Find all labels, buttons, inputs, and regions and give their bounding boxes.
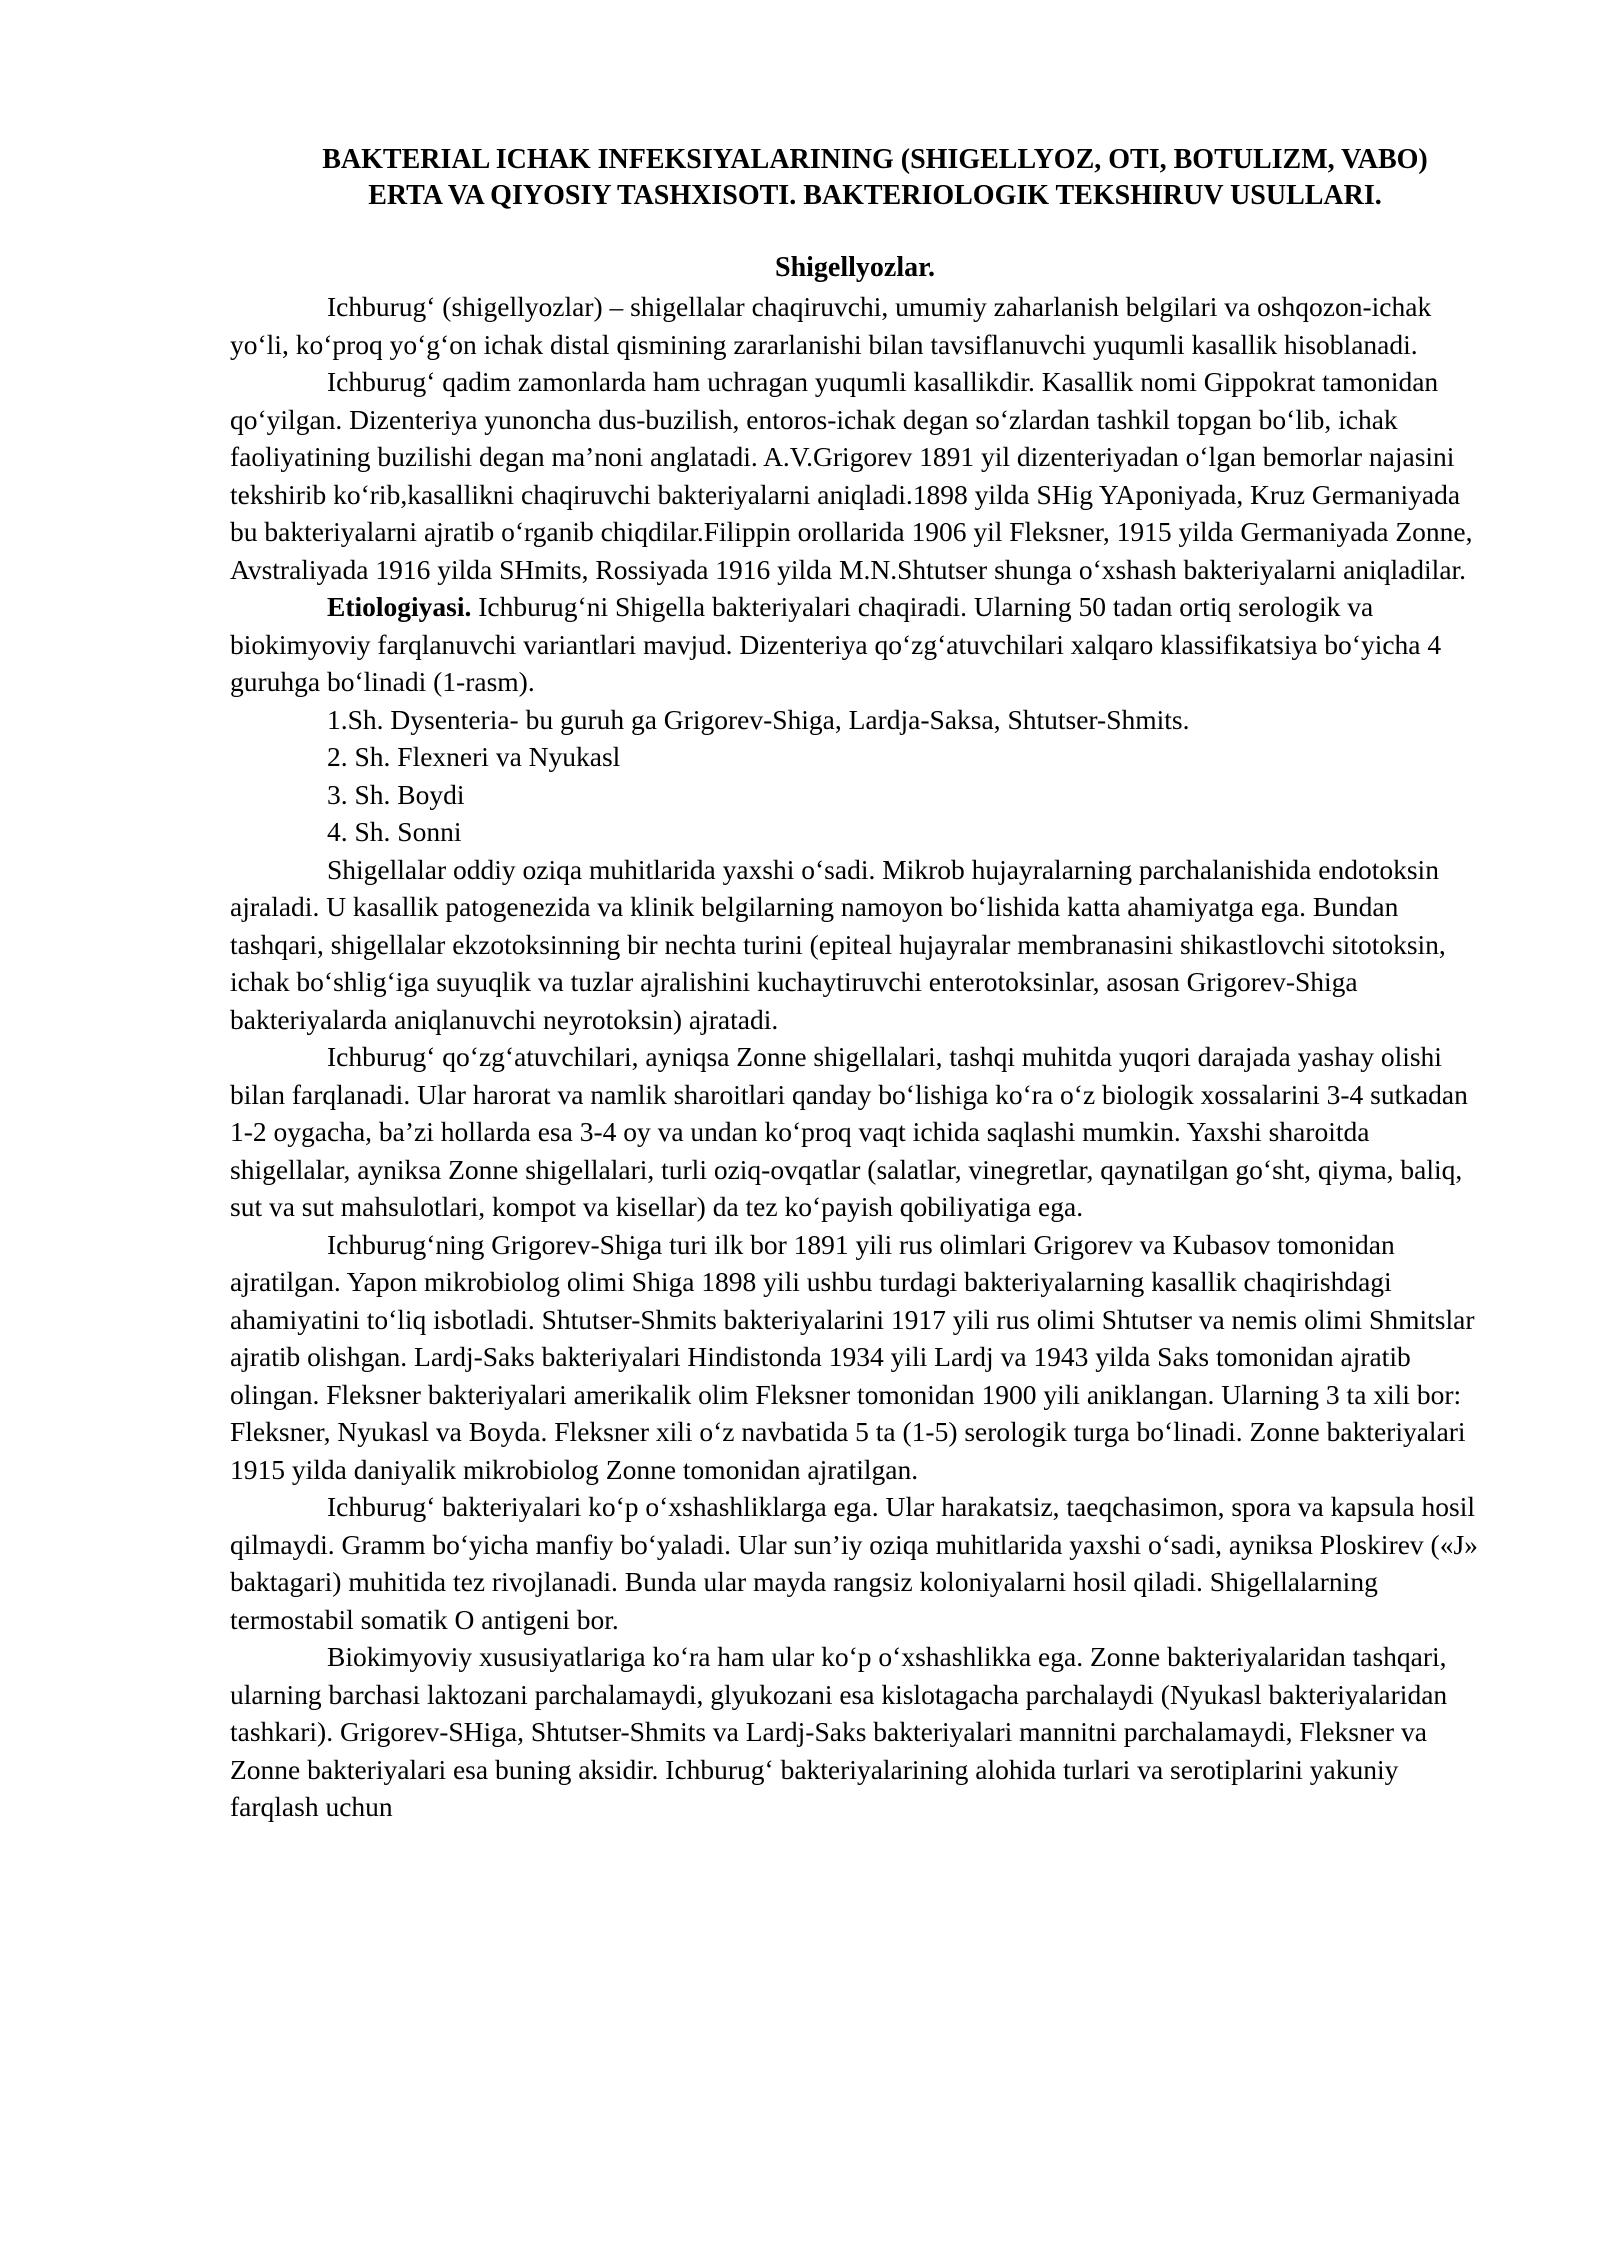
etiology-paragraph (230, 588, 1480, 701)
paragraph: Ichburug‘ning Grigorev-Shiga turi ilk bor 1891 yili rus olimlari Grigorev va Kubasov tomonidan ajratilgan. Yapon mikrobiolog olimi Shiga 1898 yili ushbu turdagi bakteriyalarning kasallik chaqirishdagi ahamiyatini to‘liq isbotladi. Shtutser-Shmits bakteriyalarini 1917 yili rus olimi Shtutser va nemis olimi Shmitslar ajratib olishgan. Lardj-Saks bakteriyalari Hindistonda 1934 yili Lardj va 1943 yilda Saks tomonidan ajratib olingan. Fleksner bakteriyalari amerikalik olim Fleksner tomonidan 1900 yili aniklangan. Ularning 3 ta xili bor: Fleksner, Nyukasl va Boyda. Fleksner xili o‘z navbatida 5 ta (1-5) serologik turga bo‘linadi. Zonne bakteriyalari 1915 yilda daniyalik mikrobiolog Zonne tomonidan ajratilgan. (230, 1228, 1475, 1485)
paragraph: Ichburug‘ bakteriyalari ko‘p o‘xshashliklarga ega. Ular harakatsiz, taeqchasimon, spora va kapsula hosil qilmaydi. Gramm bo‘yicha manfiy bo‘yaladi. Ular sun’iy oziqa muhitlarida yaxshi o‘sadi, ayniksa Ploskirev («J» baktagari) muhitida tez rivojlanadi. Bunda ular mayda rangsiz koloniyalarni hosil qiladi. Shigellalarning termostabil somatik O antigeni bor. (230, 1491, 1478, 1635)
paragraph: Biokimyoviy xususiyatlariga ko‘ra ham ular ko‘p o‘xshashlikka ega. Zonne bakteriyalaridan tashqari, ularning barchasi laktozani parchalamaydi, glyukozani esa kislotagacha parchalaydi (Nyukasl bakteriyalaridan tashkari). Grigorev-SHiga, Shtutser-Shmits va Lardj-Saks bakteriyalari mannitni parchalamaydi, Fleksner va Zonne bakteriyalari esa buning aksidir. Ichburug‘ bakteriyalarining alohida turlari va serotiplarini yakuniy farqlash uchun (230, 1641, 1448, 1822)
paragraph: Ichburug‘ qadim zamonlarda ham uchragan yuqumli kasallikdir. Kasallik nomi Gippokrat tamonidan qo‘yilgan. Dizenteriya yunoncha dus-buzilish, entoros-ichak degan so‘zlardan tashkil topgan bo‘lib, ichak faoliyatining buzilishi degan ma’noni anglatadi. A.V.Grigorev 1891 yil dizenteriyadan o‘lgan bemorlar najasini tekshirib ko‘rib,kasallikni chaqiruvchi bakteriyalarni aniqladi.1898 yilda SHig YAponiyada, Kruz Germaniyada bu bakteriyalarni ajratib o‘rganib chiqdilar.Filippin orollarida 1906 yil Fleksner, 1915 yilda Germaniyada Zonne, Avstraliyada 1916 yilda SHmits, Rossiyada 1916 yilda M.N.Shtutser shunga o‘xshash bakteriyalarni aniqladilar. (230, 366, 1473, 585)
etiology-label: Etiologiyasi. (327, 591, 472, 622)
paragraph: Shigellalar oddiy oziqa muhitlarida yaxshi o‘sadi. Mikrob hujayralarning parchalanishida endotoksin ajraladi. U kasallik patogenezida va klinik belgilarning namoyon bo‘lishida katta ahamiyatga ega. Bundan tashqari, shigellalar ekzotoksinning bir nechta turini (epiteal hujayralar membranasini shikastlovchi sitotoksin, ichak bo‘shlig‘iga suyuqlik va tuzlar ajralishini kuchaytiruvchi enterotoksinlar, asosan Grigorev-Shiga bakteriyalarda aniqlanuvchi neyrotoksin) ajratadi. (230, 853, 1446, 1035)
list-item: 1.Sh. Dysenteria- bu guruh ga Grigorev-Shiga, Lardja-Saksa, Shtutser-Shmits. (327, 703, 1190, 735)
list-item: 4. Sh. Sonni (327, 816, 462, 847)
section-heading: Shigellyozlar. (775, 252, 935, 283)
paragraph: Ichburug‘ qo‘zg‘atuvchilari, ayniqsa Zonne shigellalari, tashqi muhitda yuqori darajada yashay olishi bilan farqlanadi. Ular harorat va namlik sharoitlari qanday bo‘lishiga ko‘ra o‘z biologik xossalarini 3-4 sutkadan 1-2 oygacha, ba’zi hollarda esa 3-4 oy va undan ko‘proq vaqt ichida saqlashi mumkin. Yaxshi sharoitda shigellalar, ayniksa Zonne shigellalari, turli oziq-ovqatlar (salatlar, vinegretlar, qaynatilgan go‘sht, qiyma, baliq, sut va sut mahsulotlari, kompot va kisellar) da tez ko‘payish qobiliyatiga ega. (230, 1041, 1468, 1222)
document-title: BAKTERIAL ICHAK INFEKSIYALARINING (SHIGELLYOZ, OTI, BOTULIZM, VABO) ERTA VA QIYOSIY TASHXISOTI. BAKTERIOLOGIK TEKSHIRUV USULLARI. (322, 144, 1428, 211)
list-item: 3. Sh. Boydi (327, 778, 465, 810)
document-page (230, 142, 1480, 1826)
paragraph: Ichburug‘ (shigellyozlar) – shigellalar chaqiruvchi, umumiy zaharlanish belgilari va oshqozon-ichak yo‘li, ko‘proq yo‘g‘on ichak distal qismining zararlanishi bilan tavsiflanuvchi yuqumli kasallik hisoblanadi. (230, 291, 1432, 360)
etiology-text: Ichburug‘ni Shigella bakteriyalari chaqiradi. Ularning 50 tadan ortiq serologik va biokimyoviy farqlanuvchi variantlari mavjud. Dizenteriya qo‘zg‘atuvchilari xalqaro klassifikatsiya bo‘yicha 4 guruhga bo‘linadi (1-rasm). (230, 591, 1442, 697)
list-item: 2. Sh. Flexneri va Nyukasl (327, 741, 621, 772)
